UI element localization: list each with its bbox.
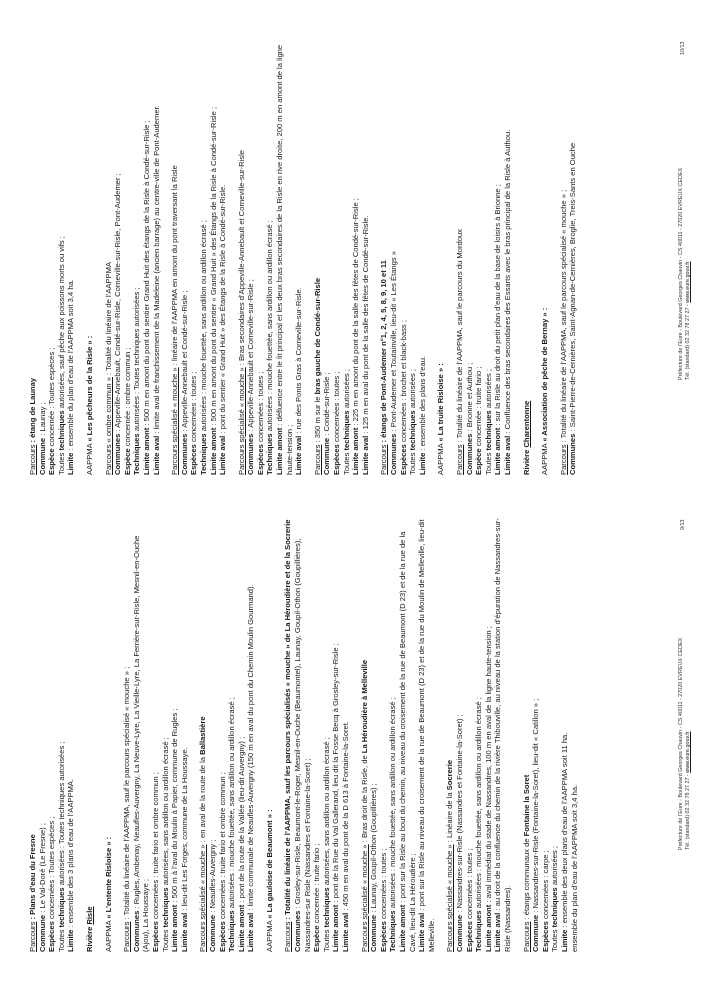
river-heading-risle: Rivière Risle [84,906,94,952]
section-gauloise-totalite: Parcours : Totalité du linéaire de l’AAPPMA, sauf les parcours spécialisés « mouche » de La Héroudière et de la Socrerie Communes : Grosley-sur-Risle, Beaumont-le-Roger, Mesnil-en-Ouche (Beaumontel), Launay, Goupil-Othon (Goupillières), Nassandres-sur Risle (Nassandres et Fontaine-la-Soret) ; Espèce concernée : truite fario ; Toutes techniques autorisées, sans ardillon ou ardillon écrasé ; Limite amont : pont de la Rue du Val Gallerand, lieu dit la Fosse Becq à Grosley-sur-Risle ; Limite aval : 450 m en aval du pont de la D 613 à Fontaine-la-Soret. [283,519,351,952]
left-column [28,512,579,952]
section-mouche-socrerie: Parcours spécialisé « mouche » : Linéaire de la Socrerie Commune : Nassandres-sur-Risle (Nassandres et Fontaine-la-Soret) ; Espèces concernées : toutes ; Techniques autorisées : mouche fouettée, sans ardillon ou ardillon écrasé ; Limite amont : aval immédiat du stade de Nassandres, 100 m en aval de la ligne haute-tension ; Limite aval : au droit de la confluence du chemin de la rivière Thibouville, au niveau de la station d’épuration de Nassandres-sur-Risle (Nassandres). [445,518,512,952]
prefecture-link[interactable]: www.eure.gouv.fr [685,731,691,773]
communes-value: : Le Val-Doré (Le Fresne) ; [37,822,47,915]
techniques-value: autorisées : Toutes techniques autorisées ; [56,741,66,888]
section-bras-gauche-conde: Parcours : 350 m sur le bras gauche de Condé-sur-Risle Commune : Condé-sur-Risle ; Espèces concernées : toutes ; Toutes techniques autorisées ; Limite amont : 225 m en amont du pont de la salle des fêtes de Condé-sur-Risle ; Limite aval : 125 m en aval du pont de la salle des fêtes de Condé-sur-Risle. [312,198,370,475]
aappma-heading-entente-risloise: AAPPMA « L’entente Risloise » : [103,836,113,952]
right-column [28,35,578,475]
prefecture-link[interactable]: www.eure.gouv.fr [685,261,691,303]
section-etang-launay: Parcours : étang de Launay Commune : Launay ; Espèce concernée : Toutes espèces ; Toutes techniques autorisées, sauf pêche aux poissons morts ou vifs ; Limite : ensemble du plan d’eau de l’AAPPMA soit 3,4 ha. [28,236,76,475]
especes-label: Espèces [47,921,57,952]
limite-label: Limite [66,929,76,952]
especes-value: concernées : Toutes espèces ; [47,816,57,922]
aappma-heading-bernay: AAPPMA « Association de pêche de Bernay » : [540,307,550,475]
communes-label: Commune [37,914,47,952]
section-truite-risloise-totalite: Parcours : Totalité du linéaire de l’AAPPMA, sauf le parcours du Mordoux Communes : Brionne et Authou ; Espèce concernée : truite fario ; Toutes techniques autorisées ; Limite amont : sur la Risle au droit du petit plan d’eau de la base de loisirs à Brionne ; Limite aval : Confluence des bras secondaires des Essarts avec le bras principal de la Risle à Authou. [454,129,512,475]
section-ombre-commun: Parcours « ombre commun » : Totalité du linéaire de l’AAPPMA Communes : Appeville-Annebault, Condé-sur-Risle, Corneville-sur-Risle, Pont-Audemer ; Espèce concernée : ombre commun ; Techniques autorisées : Toutes techniques autorisées ; Limite amont : 500 m en amont du pont du sentier Grand Huit des étangs de la Risle à Condé-sur-Risle ; Limite aval : limite aval de franchissement de la Madeleine (ancien barrage) au centre-ville de Pont-Audemer. [103,105,161,475]
section-etangs-fontaine-soret: Parcours : étangs communaux de Fontaine la Soret Commune : Nassandres-sur-Risle (Fontaine-la-Soret), lieu-dit « Catillon » ; Espèces concernées : carpe ; Toutes techniques autorisées ; Limite : ensemble des deux plans d’eau de l’AAPPMA soit 11 ha. ensemble du plan d’eau de l’AAPPMA soit 3,4 ha. [521,698,579,952]
section-mouche-conde: Parcours spécialisé « mouche » : linéaire de l’AAPPMA en amont du pont traversant la Risle Communes : Appeville-Annebault et Condé-sur-Risle ; Espèces concernées : toutes ; Techniques autorisées : mouche fouettée, sans ardillon ou ardillon écrasé ; Limite amont : 500 m en amont du pont du sentier « Grand Huit » des Étangs de la Risle à Condé-sur-Risle ; Limite aval : pont du sentier « Grand Huit » des Étangs de la Risle à Condé-sur-Risle. [170,106,228,475]
section-mouche-ballastiere: Parcours spécialisé « mouche » : en aval de la route de la Ballastière Commune : Neaufles-Auvergny ; Espèces concernées : truite fario et ombre commun ; Techniques autorisées : mouche fouettée, sans ardillon ou ardillon écrasé ; Limite amont : pont de la route de la Vallée (lieu-dit Auvergny) ; Limite aval : limite communale de Neaufles-Auvergny (150 m en aval du pont du Chemin Moulin Gourmand). [198,584,256,952]
limite-value: : ensemble des 3 plans d’eau de l’AAPPMA. [66,778,76,930]
parcours-value: : Plans d’eau du Fresne [28,834,37,922]
techniques-label: techniques [56,887,66,928]
page-number-right: 10/13 [680,41,686,55]
aappma-heading-pecheurs-risle: AAPPMA « Les pêcheurs de la Risle » : [84,335,94,475]
section-mouche-bras-secondaires: Parcours spécialisé « mouche » : Bras secondaires d’Appeville-Annebault et Corneville-sur-Risle Communes : Appeville-Annebault et Corneville-sur-Risle ; Espèces concernées : toutes ; Techniques autorisées : mouche fouettée, sans ardillon ou ardillon écrasé ; Limite amont : défluence entre le lit principal et les deux bras secondaires de la Risle en rive droite, 200 m en amont de la ligne haute-tension ; Limite aval : rue des Ponts Gras à Corneville-sur-Risle. [236,44,304,475]
section-etangs-pont-audemer: Parcours : étangs de Pont-Audemer n°1, 2, 4, 5, 8, 9, 10 et 11 Communes : Pont-Audemer et Toutainville, lieu-dit « Les Étangs » Espèces concernées : brochet et black-bass ; Toutes techniques autorisées ; Limite : ensemble des plans d’eau. [379,251,427,475]
aappma-heading-gauloise-beaumont: AAPPMA « La gauloise de Beaumont » : [264,809,274,952]
section-bernay-totalite: Parcours : Totalité du linéaire de l’AAPPMA, sauf le parcours spécialisé « mouche » ; Communes : Saint-Pierre-de-Cernières, Saint-Agnan-de-Cernières, Broglie, Treis-Sants en Ouche [558,142,578,475]
footer-left: Préfecture de l’Eure - Boulevard Georges Chauvin - CS 40011 - 27020 EVREUX CEDEX Tél. (standard) 02 32 78 27 27 - www.eure.gouv.fr [678,637,691,850]
parcours-label: Parcours [28,921,37,952]
section-plans-eau-fresne: Parcours : Plans d’eau du Fresne Commune : Le Val-Doré (Le Fresne) ; Espèces concernées : Toutes espèces ; Toutes techniques autorisées : Toutes techniques autorisées ; Limite : ensemble des 3 plans d’eau de l’AAPPMA. [28,741,76,952]
section-entente-risloise-totalite: Parcours : Totalité du linéaire de l’AAPPMA, sauf le parcours spécialisé « mouche » ; Communes : Rugles, Ambenay, Neaufles-Auvergny, La Neuve-Lyre, La Vieille-Lyre, La Ferrière-sur-Risle, Mesnil-en-Ouche (Ajou), La Houssaye ; Espèces concernées : truite fario et ombre commun ; Toutes techniques autorisées, sans ardillon ou ardillon écrasé ; Limite amont : 500 m à l’aval du Moulin à Papier, commune de Rugles ; Limite aval : lieu-dit Les Forges, commune de La Houssaye. [122,535,189,952]
section-mouche-heroudiere: Parcours spécialisé « mouche » : Bras droit de la Risle, de La Héroudière à Melleville Commune : Launay, Goupil-Othon (Goupillières) ; Espèces concernées : toutes ; Techniques autorisées : mouche fouettée, sans ardillon ou ardillon écrasé ; Limite amont : pont sur la Risle au bout du chemin, au niveau du croisement de la rue de Beaumont (D 23) et de la rue de la Cavé, lieu-dit La Héroudière ; Limite aval : pont sur la Risle au niveau du croisement de la rue de Beaumont (D 23) et de la rue du Moulin de Melleville, lieu-dit Melleville. [359,519,436,952]
page-number-left: 9/13 [680,519,686,530]
aappma-heading-truite-risloise: AAPPMA « La truite Risloise » : [436,363,446,475]
river-heading-charentonne: Rivière Charentonne [521,400,531,475]
footer-right: Préfecture de l’Eure - Boulevard Georges Chauvin - CS 40011 - 27020 EVREUX CEDEX Tél. (standard) 02 32 78 27 27 - www.eure.gouv.fr [678,167,691,380]
